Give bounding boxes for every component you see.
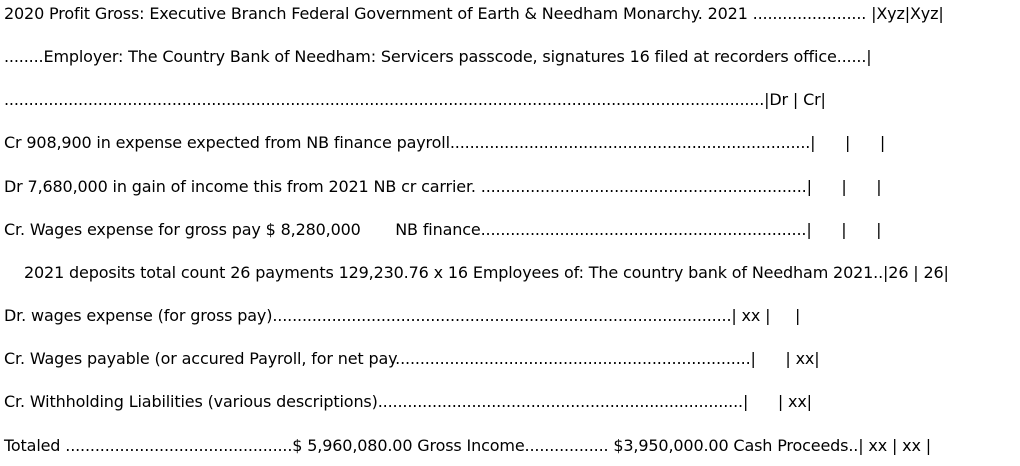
ledger-entry-expense-expected: Cr 908,900 in expense expected from NB finance payroll.........................................................................| | | (4, 133, 886, 152)
ledger-entry-wages-expense-gross: Cr. Wages expense for gross pay $ 8,280,000 NB finance..................................................................| | | (4, 220, 882, 239)
ledger-entry-deposits-total: 2021 deposits total count 26 payments 129,230.76 x 16 Employees of: The country bank of Needham 2021..|26 | 26| (24, 263, 949, 282)
ledger-entry-dr-wages-expense: Dr. wages expense (for gross pay).............................................................................................| xx | | (4, 306, 801, 325)
ledger-entry-cr-withholding: Cr. Withholding Liabilities (various descriptions)..........................................................................| | xx| (4, 392, 812, 411)
ledger-totals-line: Totaled ..............................................$ 5,960,080.00 Gross Income................. $3,950,000.00 Cash Proceeds..| xx | xx | (4, 436, 931, 455)
ledger-entry-gain-of-income: Dr 7,680,000 in gain of income this from 2021 NB cr carrier. ..................................................................| | | (4, 177, 882, 196)
ledger-entry-cr-wages-payable: Cr. Wages payable (or accured Payroll, for net pay........................................................................| | xx| (4, 349, 820, 368)
dr-cr-header-line: ..........................................................................................................................................................|Dr | Cr| (4, 90, 826, 109)
ledger-title-line: 2020 Profit Gross: Executive Branch Federal Government of Earth & Needham Monarchy. 2021 ....................... |Xyz|Xyz| (4, 4, 944, 23)
employer-line: ........Employer: The Country Bank of Needham: Servicers passcode, signatures 16 filed at recorders office......| (4, 47, 872, 66)
